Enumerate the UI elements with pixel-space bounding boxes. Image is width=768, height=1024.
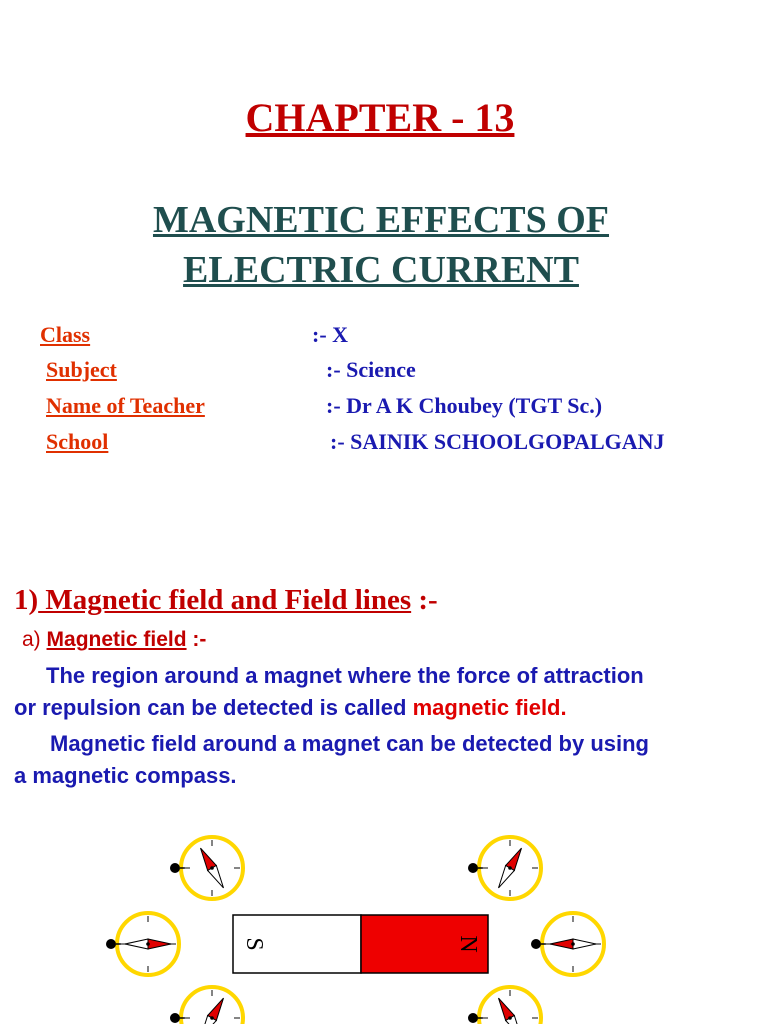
compass-bottom-left-icon — [170, 987, 243, 1024]
magnet-north-label: N — [455, 935, 481, 953]
info-label-subject: Subject — [46, 357, 117, 382]
para1-highlight: magnetic field. — [412, 695, 567, 720]
title-line-2: ELECTRIC CURRENT — [183, 249, 579, 291]
section-number: 1) — [14, 584, 39, 616]
compass-left-icon — [106, 913, 179, 975]
chapter-heading: CHAPTER - 13 — [245, 95, 515, 140]
para1-line1: The region around a magnet where the force of attraction — [46, 663, 644, 688]
para2-line1: Magnetic field around a magnet can be detected by using — [50, 731, 649, 756]
section-suffix: :- — [411, 584, 438, 616]
para1-line2-text: or repulsion can be detected is called — [14, 695, 413, 720]
info-value-subject: :- Science — [326, 357, 416, 382]
title-line-1: MAGNETIC EFFECTS OF — [152, 199, 610, 241]
subsection-title: Magnetic field — [46, 628, 187, 651]
info-label-school: School — [46, 429, 109, 454]
para2-line2: a magnetic compass. — [14, 763, 237, 788]
info-value-class: :- X — [312, 322, 349, 347]
magnet-south-label: S — [241, 937, 267, 951]
compass-top-left-icon — [170, 837, 243, 899]
info-label-class: Class — [40, 322, 91, 347]
info-value-school: :- SAINIK SCHOOLGOPALGANJ — [330, 429, 665, 454]
info-label-teacher: Name of Teacher — [46, 393, 205, 418]
compass-top-right-icon — [468, 837, 541, 899]
compass-right-icon — [531, 913, 604, 975]
subsection-suffix: :- — [186, 628, 207, 651]
info-value-teacher: :- Dr A K Choubey (TGT Sc.) — [326, 393, 603, 418]
subsection-prefix: a) — [22, 628, 47, 651]
compass-bottom-right-icon — [468, 987, 541, 1024]
section-title: Magnetic field and Field lines — [38, 584, 412, 616]
